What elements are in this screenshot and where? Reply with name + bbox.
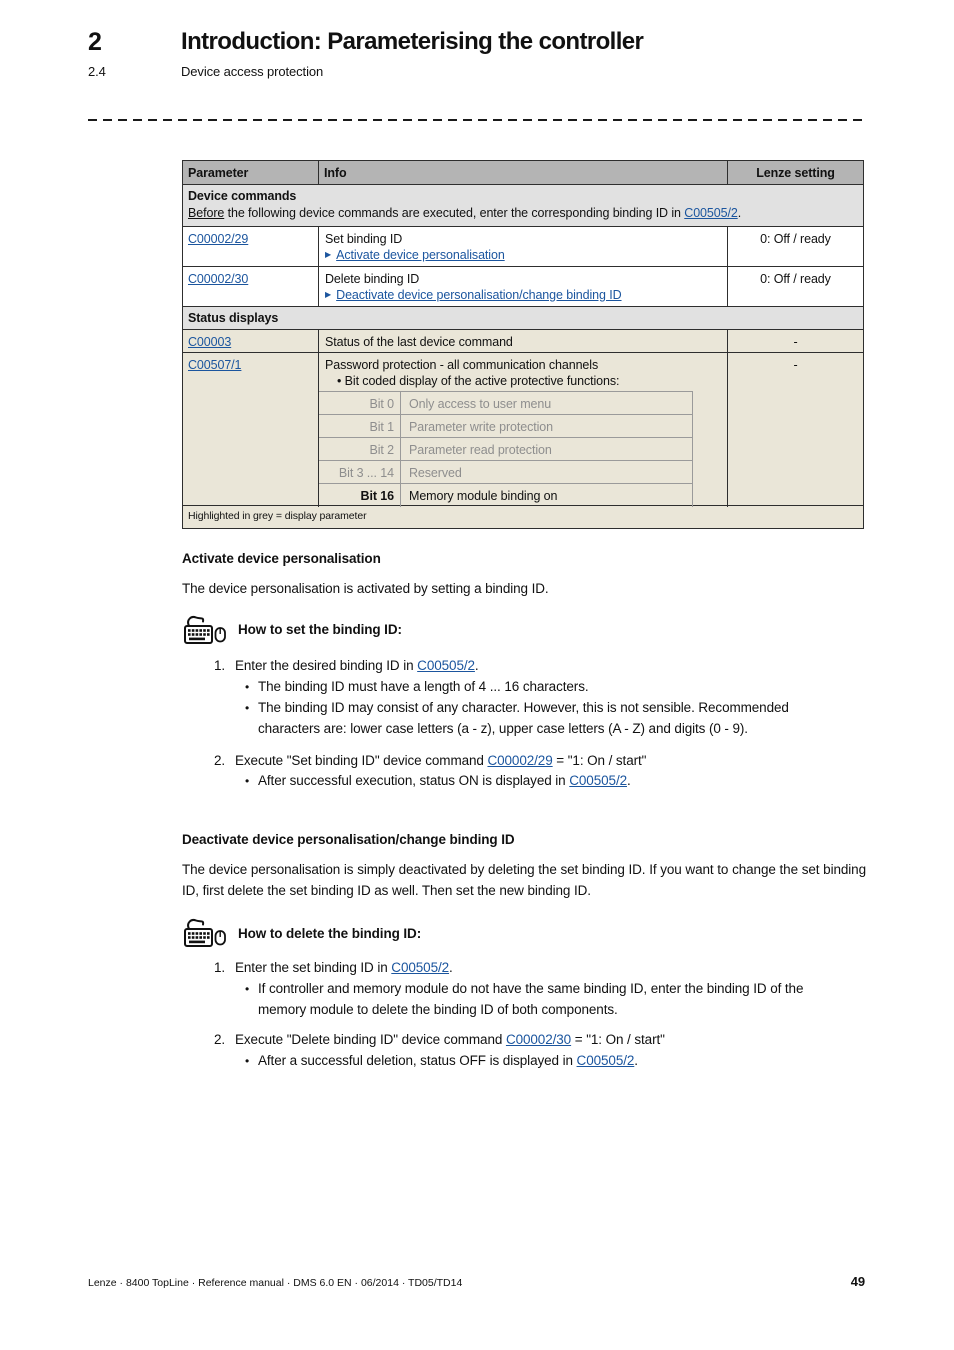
- info-text: [319, 353, 727, 391]
- howto-label: How to delete the binding ID:: [238, 925, 422, 941]
- param-cell: [183, 227, 319, 268]
- device-commands-title: Device commands: [188, 189, 297, 203]
- note-underlined-word: Before: [188, 206, 225, 221]
- step-number: 1.: [214, 657, 226, 673]
- step-text-post: .: [449, 960, 453, 976]
- bullet-pre: After successful execution, status ON is displayed in: [258, 773, 570, 789]
- link-arrow-icon: ▶: [325, 250, 332, 260]
- link-c00002-29[interactable]: C00002/29: [188, 231, 249, 246]
- keyboard-mouse-icon: [182, 917, 228, 951]
- step-number: 2.: [214, 1031, 226, 1047]
- bit-row-2: [319, 438, 692, 461]
- info-link-row: [325, 287, 721, 303]
- c00507-line1: Password protection - all communication channels: [325, 357, 599, 372]
- chapter-number: 2: [88, 28, 102, 56]
- bit-label: Bit 2: [319, 438, 401, 460]
- step-number: 1.: [214, 960, 226, 976]
- activate-step1-bullet-2: [245, 698, 866, 740]
- bit-row-0: [319, 392, 692, 415]
- setting-cell: -: [793, 357, 798, 372]
- step-text-pre: Execute "Delete binding ID" device command: [235, 1031, 506, 1047]
- note-suffix: .: [737, 206, 742, 221]
- info-cell: [319, 227, 728, 268]
- setting-cell: 0: Off / ready: [760, 271, 831, 286]
- bit-description: Parameter write protection: [409, 419, 553, 434]
- info-cell: [319, 353, 728, 507]
- info-cell: [319, 267, 728, 308]
- deactivate-step2-bullet: [245, 1051, 866, 1072]
- heading-deactivate-personalisation: Deactivate device personalisation/change binding ID: [182, 832, 515, 848]
- activate-step2-bullet: [245, 771, 866, 792]
- link-deactivate-personalisation[interactable]: Deactivate device personalisation/change binding ID: [336, 287, 622, 302]
- heading-activate-personalisation: Activate device personalisation: [182, 551, 381, 566]
- activate-step-1: [182, 656, 866, 677]
- activate-step1-bullet-1: [245, 677, 866, 698]
- bit-row-16: [319, 484, 692, 507]
- link-c00505-2[interactable]: C00505/2: [391, 960, 450, 976]
- step-text-pre: Execute "Set binding ID" device command: [235, 752, 488, 768]
- bit-description: Only access to user menu: [409, 396, 552, 411]
- column-header-info: Info: [319, 161, 728, 185]
- footer-document-info: Lenze · 8400 TopLine · Reference manual · DMS 6.0 EN · 06/2014 · TD05/TD14: [88, 1277, 463, 1289]
- dashed-separator: [88, 119, 866, 121]
- step-text-pre: Enter the desired binding ID in: [235, 657, 418, 673]
- step-text-post: = "1: On / start": [552, 752, 647, 768]
- bit-label: Bit 1: [319, 415, 401, 437]
- table-footnote: Highlighted in grey = display parameter: [183, 506, 863, 528]
- table-row-c00002-30: [183, 267, 863, 307]
- link-c00003[interactable]: C00003: [188, 334, 232, 349]
- bit-table: [319, 391, 693, 507]
- link-arrow-icon: ▶: [325, 290, 332, 300]
- deactivate-intro: The device personalisation is simply deactivated by deleting the set binding ID. If you want to change the set binding ID, first delete the set binding ID as well. Then set the new binding ID.: [182, 862, 866, 899]
- bullet-text: • If controller and memory module do not have the same binding ID, enter the binding ID of the memory module to delete the binding ID of both components.: [258, 981, 804, 1017]
- bullet-pre: After a successful deletion, status OFF is displayed in: [258, 1052, 577, 1068]
- page-content: [182, 528, 866, 1072]
- note-text: the following device commands are executed, enter the corresponding binding ID in: [224, 206, 685, 221]
- param-cell: [183, 267, 319, 308]
- setting-cell: -: [793, 334, 798, 349]
- bullet-post: .: [627, 773, 631, 789]
- status-displays-band: Status displays: [183, 307, 863, 330]
- info-cell: Status of the last device command: [319, 330, 728, 354]
- device-commands-note: [183, 204, 863, 225]
- link-c00505-2[interactable]: C00505/2: [684, 206, 738, 221]
- step-text: [235, 656, 866, 677]
- info-link-row: [325, 247, 721, 263]
- bullet-text: [258, 1051, 638, 1072]
- setting-cell: 0: Off / ready: [760, 231, 831, 246]
- bullet-text: • The binding ID must have a length of 4 ... 16 characters.: [258, 678, 589, 694]
- step-text-post: = "1: On / start": [571, 1031, 665, 1047]
- link-c00002-30[interactable]: C00002/30: [188, 271, 249, 286]
- deactivate-step1-bullet: [245, 979, 866, 1021]
- step-number: 2.: [214, 752, 226, 768]
- info-text: Set binding ID: [325, 231, 403, 246]
- deactivate-step-1: [182, 958, 866, 979]
- param-cell: [183, 353, 319, 507]
- bit-description: Memory module binding on: [409, 488, 558, 503]
- device-commands-band: [183, 185, 863, 227]
- table-row-c00003: [183, 330, 863, 353]
- table-row-c00507-1: [183, 353, 863, 506]
- bit-description: Parameter read protection: [409, 442, 552, 457]
- column-header-parameter: Parameter: [183, 161, 319, 185]
- howto-label: How to set the binding ID:: [238, 622, 402, 638]
- info-text: Delete binding ID: [325, 271, 420, 286]
- param-cell: [183, 330, 319, 354]
- step-text: [235, 958, 866, 979]
- howto-delete-binding: [182, 917, 866, 951]
- chapter-title: Introduction: Parameterising the controller: [181, 28, 644, 55]
- page-number: 49: [850, 1274, 865, 1289]
- bit-row-1: [319, 415, 692, 438]
- column-header-lenze-setting: Lenze setting: [756, 166, 835, 180]
- step-text-pre: Enter the set binding ID in: [235, 960, 392, 976]
- deactivate-step-2: [182, 1030, 866, 1051]
- section-number: 2.4: [88, 64, 106, 79]
- bit-description: Reserved: [409, 465, 462, 480]
- keyboard-mouse-icon: [182, 614, 228, 648]
- link-c00505-2[interactable]: C00505/2: [417, 657, 475, 673]
- link-c00002-29[interactable]: C00002/29: [487, 752, 553, 768]
- link-c00505-2[interactable]: C00505/2: [576, 1052, 635, 1068]
- link-activate-personalisation[interactable]: Activate device personalisation: [336, 247, 505, 262]
- step-text: [235, 1030, 866, 1051]
- table-header-row: [183, 161, 863, 185]
- section-title: Device access protection: [181, 64, 324, 79]
- howto-set-binding: [182, 614, 866, 648]
- bit-label: Bit 16: [319, 484, 401, 507]
- bullet-post: .: [634, 1052, 638, 1068]
- bit-row-3-14: [319, 461, 692, 484]
- c00507-line2: • Bit coded display of the active protective functions:: [337, 373, 620, 388]
- activate-step-2: [182, 751, 866, 772]
- table-row-c00002-29: [183, 227, 863, 267]
- step-text: [235, 751, 866, 772]
- parameter-table: [182, 160, 864, 529]
- link-c00002-30[interactable]: C00002/30: [505, 1031, 572, 1047]
- bullet-text: [258, 771, 631, 792]
- link-c00507-1[interactable]: C00507/1: [188, 357, 242, 372]
- bit-label: Bit 3 ... 14: [319, 461, 401, 483]
- link-c00505-2[interactable]: C00505/2: [569, 773, 627, 789]
- activate-intro: The device personalisation is activated by setting a binding ID.: [182, 580, 549, 596]
- bit-label: Bit 0: [319, 392, 401, 414]
- step-text-post: .: [474, 657, 479, 673]
- bullet-text: • The binding ID may consist of any character. However, this is not sensible. Recommended characters are: lower case letters (a - z), upper case letters (A - Z) and digits (0 - 9).: [258, 699, 789, 736]
